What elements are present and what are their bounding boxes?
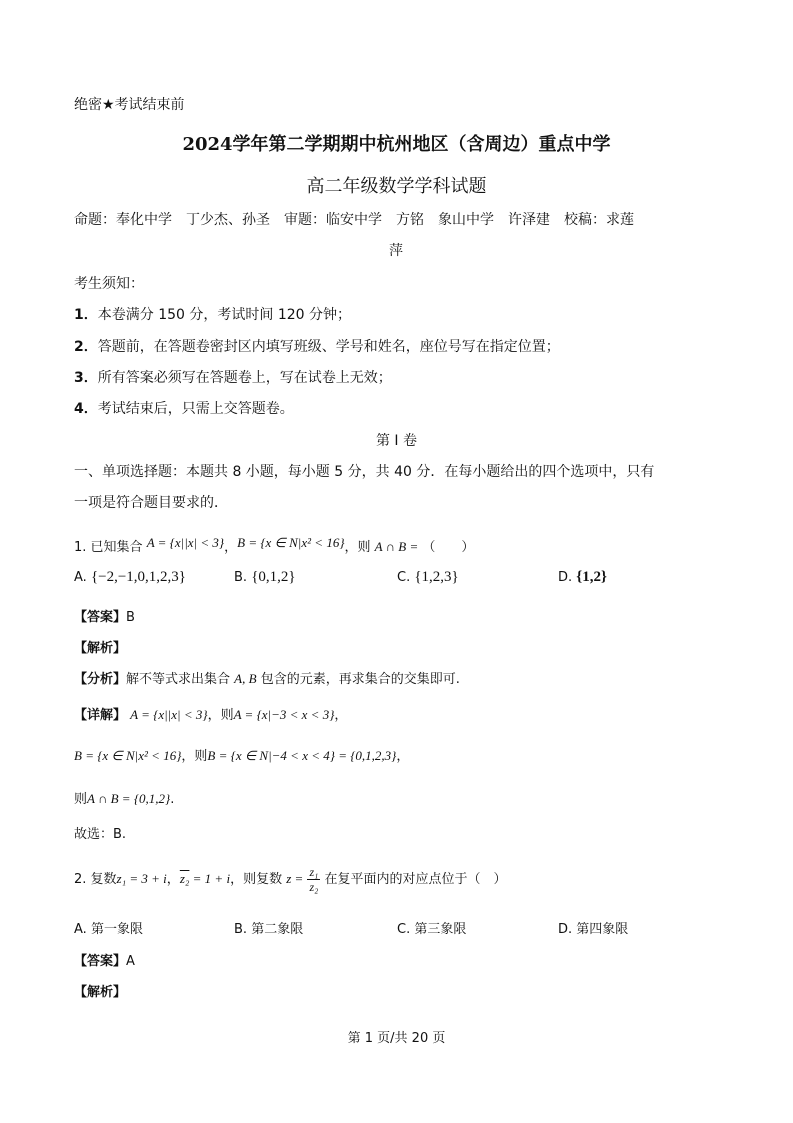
- authors-line: 命题：奉化中学 丁少杰、孙圣 审题：临安中学 方铭 象山中学 许泽建 校稿：求莲: [74, 212, 634, 228]
- fenxi-line: [74, 668, 460, 687]
- question-1-stem: [74, 535, 474, 555]
- fenxi-tag: 【分析】: [74, 672, 127, 687]
- z1-formula: z₁ = 3 + i: [116, 871, 167, 886]
- notice-item-text: 所有答案必须写在答题卷上，写在试卷上无效；: [97, 370, 392, 386]
- notice-item-num: 4．: [74, 401, 98, 417]
- option-d: [558, 918, 628, 937]
- z-fraction: [307, 866, 320, 893]
- detail-text: .: [170, 792, 175, 807]
- option-label: C.: [397, 922, 411, 937]
- option-label: D.: [558, 570, 573, 585]
- exam-subtitle: 高二年级数学学科试题: [306, 176, 487, 197]
- z-equals: z =: [286, 871, 304, 886]
- option-value: 第三象限: [414, 922, 467, 937]
- detail-formula: B = {x ∈ N|x² < 16}: [74, 748, 182, 763]
- question-mid: ，则复数: [230, 872, 283, 887]
- option-a: [74, 569, 186, 586]
- notice-item-text: 考试结束后，只需上交答题卷。: [97, 401, 294, 417]
- answer-tag: 【答案】: [74, 610, 127, 625]
- option-label: B.: [234, 570, 248, 585]
- detail-tag: 【详解】: [74, 708, 127, 723]
- exam-title: 2024学年第二学期期中杭州地区（含周边）重点中学: [182, 134, 611, 155]
- question-prefix: 1. 已知集合: [74, 540, 143, 555]
- fenxi-text: 包含的元素，再求集合的交集即可.: [260, 672, 460, 687]
- option-a: [74, 918, 143, 937]
- analysis-tag: 【解析】: [74, 641, 127, 656]
- option-value: 第四象限: [576, 922, 629, 937]
- detail-line-2: [74, 745, 409, 764]
- fenxi-text: 解不等式求出集合: [126, 672, 231, 687]
- section-instructions: 一、单项选择题：本题共 8 小题，每小题 5 分，共 40 分．在每小题给出的四个选项中，只有: [74, 464, 655, 480]
- detail-formula: A = {x|−3 < x < 3}: [233, 707, 335, 722]
- answer-line: [74, 606, 135, 625]
- fenxi-math: A, B: [234, 671, 257, 686]
- notice-item-text: 本卷满分 150 分，考试时间 120 分钟；: [97, 307, 351, 323]
- conclusion: 故选：B.: [74, 827, 127, 842]
- detail-text: 则: [74, 792, 88, 807]
- set-a-formula: A = {x||x| < 3}: [146, 535, 225, 550]
- option-d: [558, 569, 607, 586]
- notice-item-num: 2．: [74, 339, 98, 355]
- detail-line-3: [74, 788, 174, 807]
- intersection-expr: A ∩ B =: [374, 539, 419, 554]
- option-label: A.: [74, 570, 87, 585]
- question-prefix: 2. 复数: [74, 872, 117, 887]
- option-label: C.: [397, 570, 411, 585]
- question-suffix: 在复平面内的对应点位于（ ）: [324, 872, 507, 887]
- fraction-numerator: z₁: [309, 865, 319, 879]
- fraction-denominator: z₂: [309, 880, 319, 894]
- detail-line-1: [74, 704, 347, 723]
- notice-item-num: 1．: [74, 307, 98, 323]
- notice-item: [74, 367, 392, 387]
- option-value: {1,2}: [576, 569, 607, 585]
- detail-text: ，: [396, 749, 410, 764]
- volume-label: 第 I 卷: [375, 433, 418, 449]
- authors-line-continued: 萍: [389, 243, 403, 259]
- option-b: [234, 918, 303, 937]
- notice-item: [74, 398, 294, 418]
- option-value: 第二象限: [251, 922, 304, 937]
- detail-text: ，则: [207, 708, 234, 723]
- option-value: {−2,−1,0,1,2,3}: [90, 569, 187, 585]
- option-b: [234, 569, 296, 586]
- set-b-formula: B = {x ∈ N|x² < 16}: [237, 535, 345, 550]
- confidential-label: 绝密★考试结束前: [74, 97, 185, 113]
- option-c: [397, 918, 466, 937]
- z2-conjugate: z₂: [179, 871, 190, 886]
- detail-formula: A ∩ B = {0,1,2}: [87, 791, 171, 806]
- answer-value: A: [126, 954, 135, 969]
- detail-formula: B = {x ∈ N|−4 < x < 4} = {0,1,2,3}: [207, 748, 397, 763]
- option-c: [397, 569, 459, 586]
- option-value: {1,2,3}: [414, 569, 459, 585]
- analysis-tag: 【解析】: [74, 985, 127, 1000]
- notice-item-text: 答题前，在答题卷密封区内填写班级、学号和姓名，座位号写在指定位置；: [97, 339, 560, 355]
- notice-item: [74, 304, 351, 324]
- option-label: D.: [558, 922, 573, 937]
- detail-text: ，: [334, 708, 348, 723]
- option-value: {0,1,2}: [251, 569, 296, 585]
- detail-text: ，则: [181, 749, 208, 764]
- notice-heading: 考生须知：: [74, 276, 144, 292]
- option-label: B.: [234, 922, 248, 937]
- notice-item-num: 3．: [74, 370, 98, 386]
- section-instructions-continued: 一项是符合题目要求的．: [74, 495, 228, 511]
- question-suffix: ，则: [344, 540, 371, 555]
- question-2-stem: [74, 862, 506, 897]
- page-footer: 第 1 页/共 20 页: [347, 1031, 446, 1046]
- z2-value: = 1 + i: [189, 871, 231, 886]
- detail-formula: A = {x||x| < 3}: [130, 707, 208, 722]
- separator: ，: [166, 872, 180, 887]
- option-value: 第一象限: [90, 922, 143, 937]
- answer-paren: （ ）: [422, 540, 475, 555]
- separator: ，: [224, 540, 238, 555]
- answer-tag: 【答案】: [74, 954, 127, 969]
- notice-item: [74, 336, 560, 356]
- option-label: A.: [74, 922, 87, 937]
- answer-line: [74, 950, 135, 969]
- answer-value: B: [126, 610, 135, 625]
